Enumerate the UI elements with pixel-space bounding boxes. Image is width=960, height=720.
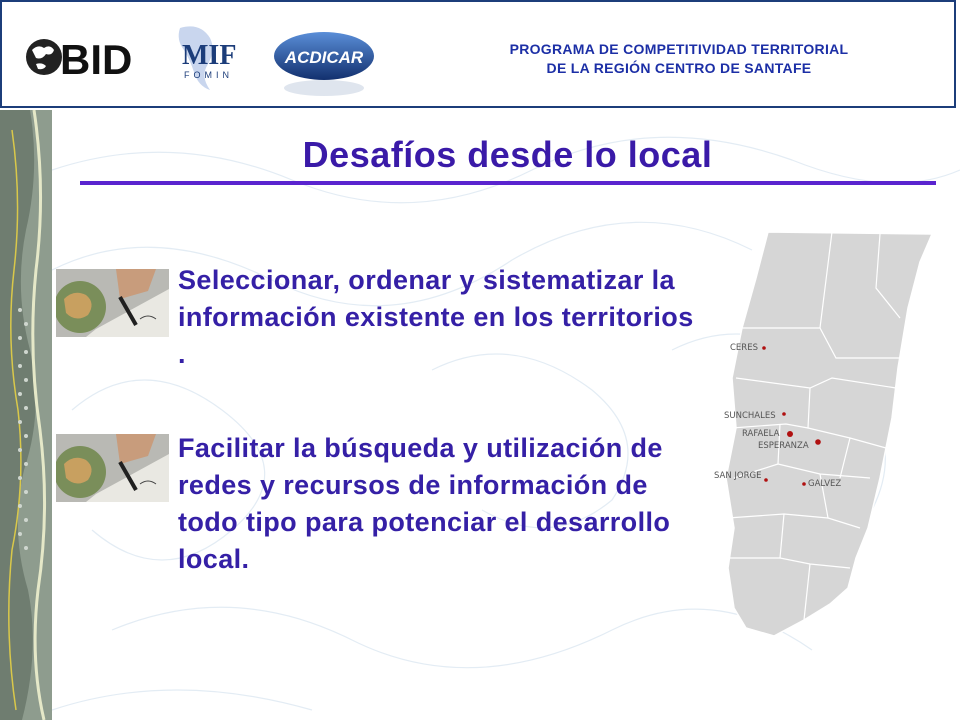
program-name-line-2: DE LA REGIÓN CENTRO DE SANTAFE [546,60,812,76]
bid-logo [24,34,144,80]
map-label-galvez: GALVEZ [808,479,842,489]
program-name [472,40,886,78]
acdicar-logo [272,26,376,104]
map-marker-ceres [762,346,766,350]
fomin-logo-text: FOMIN [184,70,233,80]
mif-fomin-logo [170,20,260,98]
map-marker-esperanza [815,439,821,445]
map-label-esperanza: ESPERANZA [758,441,809,451]
topographic-strip-decoration [0,110,52,720]
map-label-ceres: CERES [730,343,758,353]
bullet-text: Facilitar la búsqueda y utilización de redes y recursos de información de todo tipo para potenciar el desarrollo local. [178,433,671,574]
bullet-globe-writing-image [56,269,169,337]
slide-title: Desafíos desde lo local [302,134,713,175]
bid-logo-text: BID [60,36,133,80]
bullet-globe-writing-image [56,434,169,502]
title-underline [80,181,936,185]
map-label-sunchales: SUNCHALES [724,411,776,421]
map-label-san-jorge: SAN JORGE [714,471,762,481]
header-banner [0,0,956,108]
program-name-line-1: PROGRAMA DE COMPETITIVIDAD TERRITORIAL [509,41,849,57]
map-marker-rafaela [787,431,793,437]
acdicar-logo-text: ACDICAR [284,48,364,67]
bullet-text: Seleccionar, ordenar y sistematizar la información existente en los territorios . [178,265,694,369]
mif-logo-text: MIF [182,40,237,71]
map-marker-galvez [802,482,806,486]
santa-fe-map [700,228,940,638]
map-marker-san-jorge [764,478,768,482]
map-label-rafaela: RAFAELA [742,429,780,439]
map-marker-sunchales [782,412,786,416]
